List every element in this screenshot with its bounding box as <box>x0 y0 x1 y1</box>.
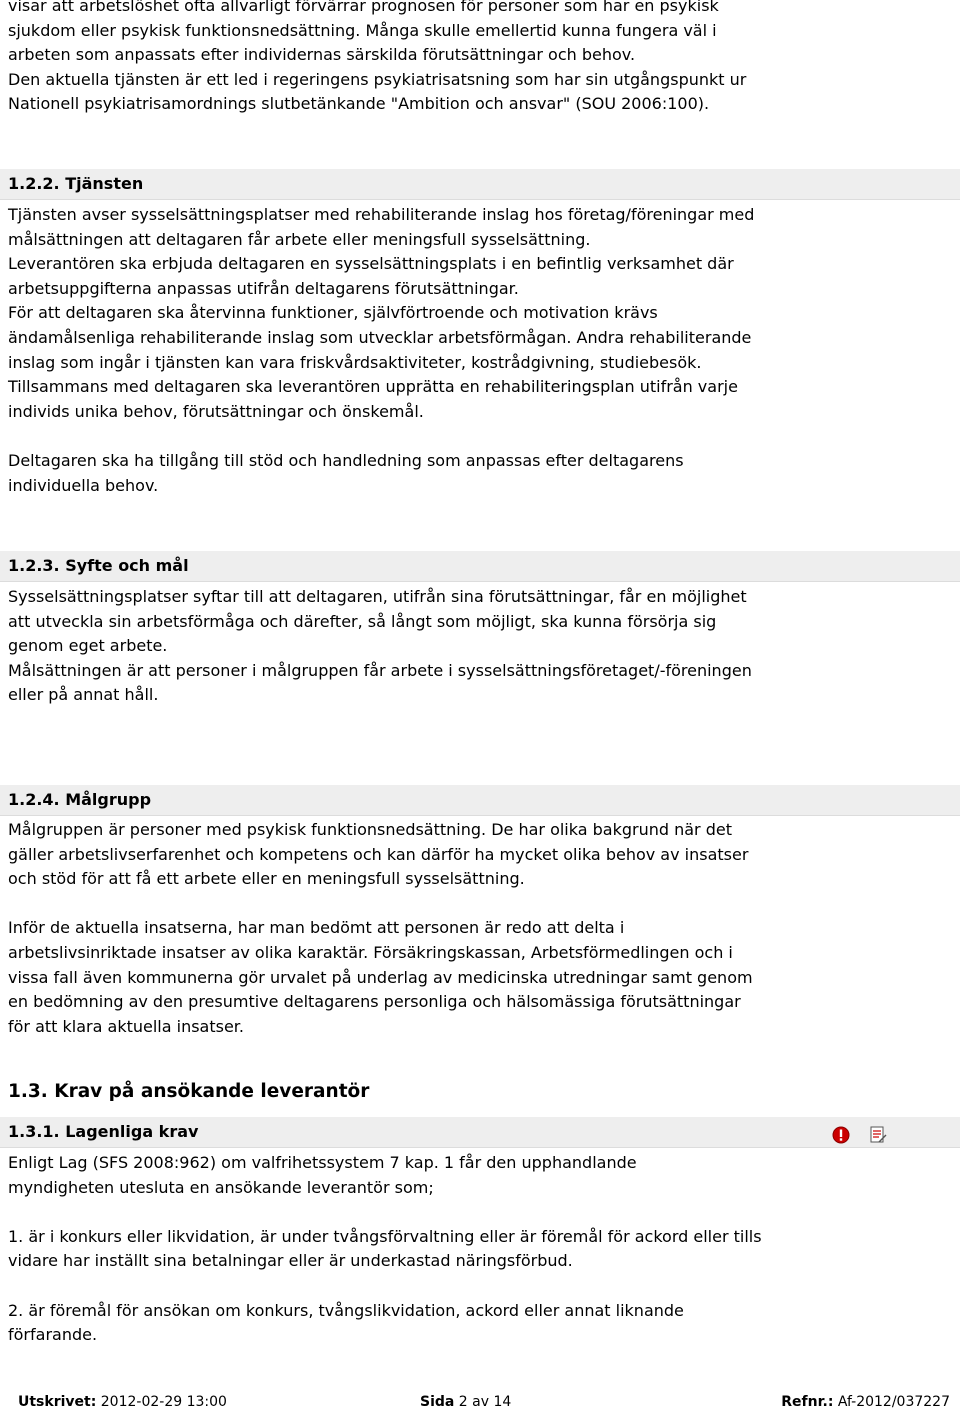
body-line: och stöd för att få ett arbete eller en meningsfull sysselsättning. <box>8 869 525 889</box>
body-line: att utveckla sin arbetsförmåga och därefter, så långt som möjligt, ska kunna försörja sig <box>8 611 717 631</box>
body-line: individs unika behov, förutsättningar och önskemål. <box>8 401 424 421</box>
body-line: Tjänsten avser sysselsättningsplatser med rehabiliterande inslag hos företag/föreningar med <box>8 205 755 224</box>
body-line: genom eget arbete. <box>8 636 168 656</box>
body-line: Leverantören ska erbjuda deltagaren en sysselsättningsplats i en befintlig verksamhet där <box>8 254 734 274</box>
body-line: Inför de aktuella insatserna, har man bedömt att personen är redo att delta i <box>8 918 625 938</box>
list-item: förfarande. <box>8 1325 98 1345</box>
body-line: Målsättningen är att personer i målgruppen får arbete i sysselsättningsföretaget/-föreningen <box>8 660 752 680</box>
intro-line: visar att arbetslöshet ofta allvarligt förvärrar prognosen för personer som har en psykisk <box>8 0 719 15</box>
list-item: 1. är i konkurs eller likvidation, är under tvångsförvaltning eller är föremål för ackord eller tills <box>8 1226 762 1246</box>
intro-line: sjukdom eller psykisk funktionsnedsättning. Många skulle emellertid kunna fungera väl i <box>8 20 717 40</box>
chapter-heading: 1.3. Krav på ansökande leverantör <box>8 1081 370 1102</box>
printed-label: Utskrivet: <box>18 1394 97 1410</box>
section-heading: 1.2.4. Målgrupp <box>8 790 152 809</box>
ref-label: Refnr.: <box>781 1394 834 1410</box>
section-heading: 1.2.2. Tjänsten <box>8 174 144 193</box>
body-line: För att deltagaren ska återvinna funktioner, självförtroende och motivation krävs <box>8 303 658 323</box>
body-line: eller på annat håll. <box>8 685 159 705</box>
body-line: arbetsuppgifterna anpassas utifrån deltagarens förutsättningar. <box>8 278 519 298</box>
section-heading-bar <box>0 551 960 582</box>
list-item: 2. är föremål för ansökan om konkurs, tvångslikvidation, ackord eller annat liknande <box>8 1300 684 1320</box>
body-line: Enligt Lag (SFS 2008:962) om valfrihetssystem 7 kap. 1 får den upphandlande <box>8 1153 637 1172</box>
body-line: individuella behov. <box>8 475 159 495</box>
section-heading: 1.2.3. Syfte och mål <box>8 556 189 575</box>
body-line: inslag som ingår i tjänsten kan vara friskvårdsaktiviteter, kostrådgivning, studiebesök. <box>8 352 702 372</box>
body-line: målsättningen att deltagaren får arbete eller meningsfull sysselsättning. <box>8 229 591 249</box>
page-value: 2 av 14 <box>454 1394 512 1410</box>
body-line: gäller arbetslivserfarenhet och kompetens och kan därför ha mycket olika behov av insatser <box>8 844 749 864</box>
section-heading-bar <box>0 169 960 200</box>
body-line: ändamålsenliga rehabiliterande inslag som utvecklar arbetsförmågan. Andra rehabiliterande <box>8 328 752 347</box>
reference-number <box>781 1392 950 1412</box>
ref-value: Af-2012/037227 <box>833 1394 950 1410</box>
body-line: Deltagaren ska ha tillgång till stöd och handledning som anpassas efter deltagarens <box>8 451 684 470</box>
body-line: en bedömning av den presumtive deltagarens personliga och hälsomässiga förutsättningar <box>8 992 741 1012</box>
printed-date <box>18 1392 227 1412</box>
printed-value: 2012-02-29 13:00 <box>96 1394 227 1410</box>
page-number <box>420 1392 511 1412</box>
body-line: Sysselsättningsplatser syftar till att deltagaren, utifrån sina förutsättningar, får en möjlighet <box>8 587 747 606</box>
page-footer <box>0 1392 960 1412</box>
document-edit-icon[interactable] <box>868 1125 888 1145</box>
body-line: myndigheten utesluta en ansökande leverantör som; <box>8 1177 434 1197</box>
exclamation-icon[interactable] <box>832 1126 850 1144</box>
list-item: vidare har inställt sina betalningar eller är underkastad näringsförbud. <box>8 1251 573 1271</box>
body-line: vissa fall även kommunerna gör urvalet på underlag av medicinska utredningar samt genom <box>8 967 753 987</box>
intro-line: Nationell psykiatrisamordnings slutbetänkande "Ambition och ansvar" (SOU 2006:100). <box>8 94 710 114</box>
body-line: för att klara aktuella insatser. <box>8 1016 244 1036</box>
page-label: Sida <box>420 1394 455 1410</box>
body-line: Tillsammans med deltagaren ska leverantören upprätta en rehabiliteringsplan utifrån varje <box>8 377 738 397</box>
section-heading-bar <box>0 785 960 816</box>
section-heading-bar <box>0 1117 960 1148</box>
chapter-heading-bar <box>0 1074 960 1108</box>
section-heading: 1.3.1. Lagenliga krav <box>8 1122 199 1141</box>
body-line: Målgruppen är personer med psykisk funktionsnedsättning. De har olika bakgrund när det <box>8 820 732 839</box>
intro-line: arbeten som anpassats efter individernas särskilda förutsättningar och behov. <box>8 45 636 65</box>
intro-line: Den aktuella tjänsten är ett led i regeringens psykiatrisatsning som har sin utgångspunkt ur <box>8 69 747 89</box>
body-line: arbetslivsinriktade insatser av olika karaktär. Försäkringskassan, Arbetsförmedlingen och i <box>8 943 733 962</box>
